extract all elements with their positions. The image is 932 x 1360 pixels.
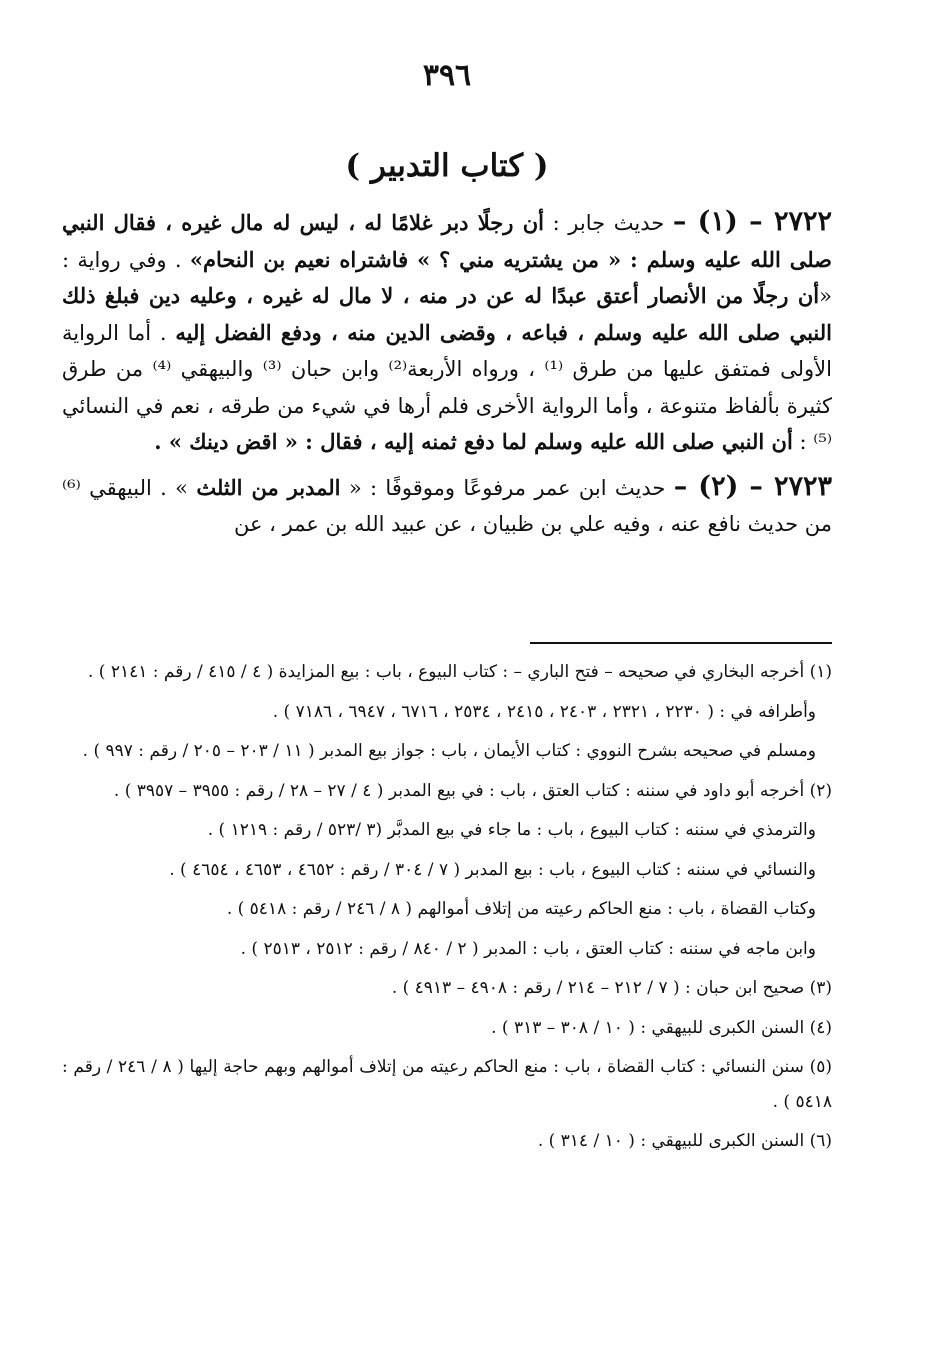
footnote: (٦) السنن الكبرى للبيهقي : ( ١٠ / ٣١٤ ) .	[537, 1131, 832, 1151]
main-text	[62, 204, 832, 543]
page-number: ٣٩٦	[422, 58, 472, 93]
footnote: (٥) سنن النسائي : كتاب القضاة ، باب : منع الحاكم رعيته من إتلاف أموالهم وبهم حاجة إليها ( ٨ / ٢٤٦ / رقم : ٥٤١٨ ) .	[62, 1057, 832, 1112]
footnote: والترمذي في سننه : كتاب البيوع ، باب : ما جاء في بيع المدبَّر (٣ /٥٢٣ / رقم : ١٢١٩ ) .	[207, 820, 816, 840]
hadith-entry	[62, 469, 832, 543]
footnote: وأطرافه في : ( ٢٢٣٠ ، ٢٣٢١ ، ٢٤٠٣ ، ٢٤١٥ ، ٢٥٣٤ ، ٦٧١٦ ، ٦٩٤٧ ، ٧١٨٦ ) .	[272, 701, 816, 722]
text-segment: حديث جابر :	[543, 211, 673, 235]
hadith-entry	[62, 204, 832, 461]
footnote: ومسلم في صحيحه بشرح النووي : كتاب الأيمان ، باب : جواز بيع المدبر ( ١١ / ٢٠٣ – ٢٠٥ / رقم : ٩٩٧ ) .	[82, 741, 816, 761]
book-page	[62, 0, 832, 1360]
text-segment: حديث ابن عمر مرفوعًا وموقوفًا : «	[340, 475, 674, 500]
quoted-text: أن رجلًا دبر غلامًا له ، ليس له مال غيره ، فقال النبي صلى الله عليه وسلم : « من يشتريه مني ؟ » فاشتراه نعيم بن النحام»	[62, 210, 832, 272]
text-segment: » . البيهقي ⁽⁶⁾ من حديث نافع عنه ، وفيه علي بن ظبيان ، عن عبيد الله بن عمر ، عن	[62, 475, 832, 536]
footnote: (٣) صحيح ابن حبان : ( ٧ / ٢١٢ – ٢١٤ / رقم : ٤٩٠٨ – ٤٩١٣ ) .	[391, 978, 832, 998]
quoted-text: أن النبي صلى الله عليه وسلم لما دفع ثمنه إليه ، فقال : « اقض دينك » .	[154, 429, 793, 454]
text-segment: . أما الرواية الأولى فمتفق عليها من طرق ⁽¹⁾ ، ورواه الأربعة⁽²⁾ وابن حبان ⁽³⁾ والبيهقي ⁽⁴⁾ من طرق كثيرة بألفاظ متنوعة ، وأما الرواية الأخرى فلم أرها في شيء من طرقه ، نعم في النسائي ⁽⁵⁾ :	[62, 320, 832, 454]
footnotes	[62, 655, 832, 1164]
footnote: (١) أخرجه البخاري في صحيحه – فتح الباري – : كتاب البيوع ، باب : بيع المزايدة ( ٤ / ٤١٥ / رقم : ٢١٤١ ) .	[88, 662, 832, 682]
footnote-separator	[530, 642, 832, 644]
footnote: (٢) أخرجه أبو داود في سننه : كتاب العتق ، باب : في بيع المدبر ( ٤ / ٢٧ – ٢٨ / رقم : ٣٩٥٥ – ٣٩٥٧ ) .	[113, 780, 832, 801]
hadith-number: ٢٧٢٣ – (٢) –	[673, 470, 833, 502]
footnote: وابن ماجه في سننه : كتاب العتق ، باب : المدبر ( ٢ / ٨٤٠ / رقم : ٢٥١٢ ، ٢٥١٣ ) .	[240, 938, 816, 959]
text-segment: . وفي رواية : «	[62, 247, 832, 308]
footnote: (٤) السنن الكبرى للبيهقي : ( ١٠ / ٣٠٨ – ٣١٣ ) .	[491, 1017, 832, 1038]
chapter-title: ( كتاب التدبير )	[345, 148, 549, 184]
footnote: وكتاب القضاة ، باب : منع الحاكم رعيته من إتلاف أموالهم ( ٨ / ٢٤٦ / رقم : ٥٤١٨ ) .	[226, 899, 816, 919]
footnote: والنسائي في سننه : كتاب البيوع ، باب : بيع المدبر ( ٧ / ٣٠٤ / رقم : ٤٦٥٢ ، ٤٦٥٣ ، ٤٦٥٤ ) .	[169, 859, 816, 880]
quoted-text: أن رجلًا من الأنصار أعتق عبدًا له عن در منه ، لا مال له غيره ، وعليه دين فبلغ ذلك النبي صلى الله عليه وسلم ، فباعه ، وقضى الدين منه ، ودفع الفضل إليه	[62, 283, 832, 345]
hadith-number: ٢٧٢٢ – (١) –	[672, 206, 832, 237]
quoted-text: المدبر من الثلث	[196, 474, 341, 500]
